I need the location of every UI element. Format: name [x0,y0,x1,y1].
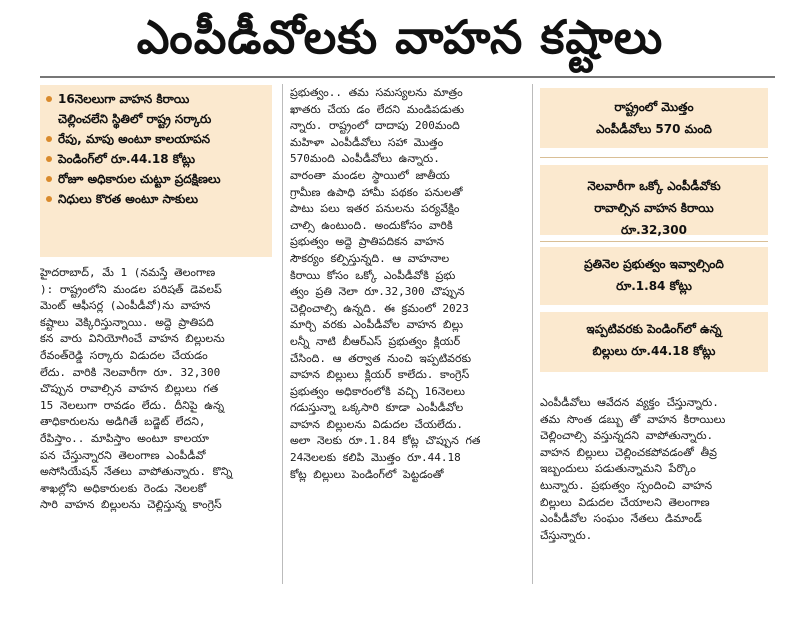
text-line: లేదు. వారికి నెలవారీగా రూ. 32,300 [40,365,221,379]
highlight-item: చెల్లించలేని స్థితిలో రాష్ట్ర సర్కారు [58,112,212,126]
text-line: చేసింది. ఆ తర్వాత నుంచి ఇప్పటివరకు [290,351,472,365]
text-line: కిరాయి కోసం ఒక్కో ఎంపీడీవోకి ప్రభు [290,268,456,282]
text-line: టున్నారు. ప్రభుత్వం స్పందించి వాహన [540,478,713,492]
text-line: సారి వాహన బిల్లులను చెల్లిస్తున్న కాంగ్రెస్ [40,498,222,512]
text-line: పన చేస్తున్నారని తెలంగాణ ఎంపీడీవో [40,448,206,462]
text-line: ఎంపీడీవోల సంఘం నేతలు డిమాండ్ [540,512,702,526]
text-line: మహిళా ఎంపీడీవోలు సహా మొత్తం [290,135,444,149]
bullet-icon [46,176,52,182]
article-column-1 [40,265,276,514]
text-line: చెల్లించాల్సి వస్తున్నదని వాపోతున్నారు. [540,429,714,443]
text-line: మెంట్ ఆఫీసర్ల (ఎంపీడీవో)ను వాహన [40,299,211,313]
text-line: 15 నెలలుగా రావడం లేదు. దీనిపై ఉన్న [40,398,225,412]
text-line: వారంతా మండల స్థాయిలో జాతీయ [290,168,450,182]
text-line: హైదరాబాద్, మే 1 (నమస్తే తెలంగాణ [40,266,216,279]
stat-box-monthly-govt: ప్రతినెల ప్రభుత్వం ఇవ్వాల్సింది రూ.1.84 కోట్లు [540,247,768,305]
bullet-icon [46,196,52,202]
text-line: గ్రామీణ ఉపాధి హామీ పథకం పనులతో [290,185,463,199]
text-line: బిల్లులు విడుదల చేయాలని తెలంగాణ [540,495,710,509]
article-column-2 [290,85,525,483]
stat-divider [540,241,768,242]
text-line: వాహన బిల్లులు క్లియర్ కాలేదు. కాంగ్రెస్ [290,368,470,382]
text-line: పాటు పలు ఇతర పనులను పర్యవేక్షిం [290,202,460,216]
text-line: గడుస్తున్నా ఒక్కసారి కూడా ఎంపీడీవోల [290,401,464,415]
text-line: రేవంత్‌రెడ్డి సర్కారు విడుదల చేయడం [40,348,208,362]
column-divider [532,84,533,584]
highlights-box [40,85,272,257]
bullet-icon [46,96,52,102]
text-line: ఖాతరు చేయ డం లేదని మండిపడుతు [290,102,465,116]
text-line: చెల్లించాల్సి ఉన్నది. ఈ క్రమంలో 2023 [290,301,469,315]
text-line: ప్రభుత్వం అద్దె ప్రాతిపదికన వాహన [290,235,445,249]
text-line: తాధికారులను అడిగితే బడ్జెట్ లేదని, [40,415,206,429]
column-divider [282,84,283,584]
text-line: ఎంపీడీవోలు ఆవేదన వ్యక్తం చేస్తున్నారు. [540,396,719,409]
text-line: చేస్తున్నారు. [540,528,593,542]
text-line: మార్చి వరకు ఎంపీడీవోల వాహన బిల్లు [290,318,464,332]
text-line: న్నారు. రాష్ట్రంలో దాదాపు 200మంది [290,119,460,133]
text-line: వాహన బిల్లులు చెల్లించకపోవడంతో తీవ్ర [540,445,717,459]
text-line: కన వారు వినియోగించే వాహన బిల్లులను [40,332,225,346]
highlight-item: పెండింగ్‌లో రూ.44.18 కోట్లు [46,149,266,169]
text-line: 570మంది ఎంపీడీవోలు ఉన్నారు. [290,152,440,166]
text-line: చొప్పున రావాల్సిన వాహన బిల్లులు గత [40,382,219,396]
text-line: తమ సొంత డబ్బు తో వాహన కిరాయిలు [540,412,726,426]
text-line: కష్టాలు వెక్కిరిస్తున్నాయి. అద్దె ప్రాతిపది [40,315,214,329]
bullet-icon [46,156,52,162]
text-line: చాల్సి ఉంటుంది. అందుకోసం వారికి [290,218,453,232]
stat-divider [540,157,768,158]
text-line: శాఖల్లోని అధికారులకు రెండు నెలలకో [40,481,207,495]
text-line: సౌకర్యం కల్పిస్తున్నది. ఆ వాహనాల [290,251,450,265]
text-line: 24నెలలకు కలిపి మొత్తం రూ.44.18 [290,451,461,465]
text-line: రేపిస్తాం.. మాపిస్తాం అంటూ కాలయా [40,431,209,445]
highlight-item: రేపు, మాపు అంటూ కాలయాపన [46,129,266,149]
stat-box-total-mpdos: రాష్ట్రంలో మొత్తం ఎంపీడీవోలు 570 మంది [540,88,768,148]
text-line: కోట్ల బిల్లులు పెండింగ్‌లో పెట్టడంతో [290,467,444,481]
text-line: వాహన బిల్లులను విడుదల చేయలేదు. [290,417,464,431]
article-column-3 [540,395,776,544]
text-line: ప్రభుత్వం.. తమ సమస్యలను మాత్రం [290,86,463,99]
headline: ఎంపీడీవోలకు వాహన కష్టాలు [136,10,664,64]
text-line: అలా నెలకు రూ.1.84 కోట్ల చొప్పున గత [290,434,481,448]
bullet-icon [46,136,52,142]
text-line: త్వం ప్రతి నెలా రూ.32,300 చొప్పున [290,285,465,299]
text-line: ప్రభుత్వం అధికారంలోకి వచ్చి 16నెలలు [290,384,465,398]
stat-box-monthly-rent: నెలవారీగా ఒక్కో ఎంపీడీవోకు రావాల్సిన వాహన కిరాయి రూ.32,300 [540,165,768,235]
text-line: లన్నీ నాటి బీఆర్‌ఎస్ ప్రభుత్వం క్లియర్ [290,334,461,348]
highlight-item: నిధులు కొరత అంటూ సాకులు [46,189,266,209]
highlight-item: రోజూ అధికారుల చుట్టూ ప్రదక్షిణలు [46,169,266,189]
text-line: ఇబ్బందులు పడుతున్నామని పేర్కొం [540,462,696,476]
headline-rule [40,76,775,78]
text-line: ): రాష్ట్రంలోని మండల పరిషత్ డెవలప్ [40,282,222,296]
text-line: అసోసియేషన్ నేతలు వాపోతున్నారు. కొన్ని [40,465,233,479]
stat-box-pending-bills: ఇప్పటివరకు పెండింగ్‌లో ఉన్న బిల్లులు రూ.44.18 కోట్లు [540,312,768,372]
highlight-item: 16నెలలుగా వాహన కిరాయి [46,89,266,109]
